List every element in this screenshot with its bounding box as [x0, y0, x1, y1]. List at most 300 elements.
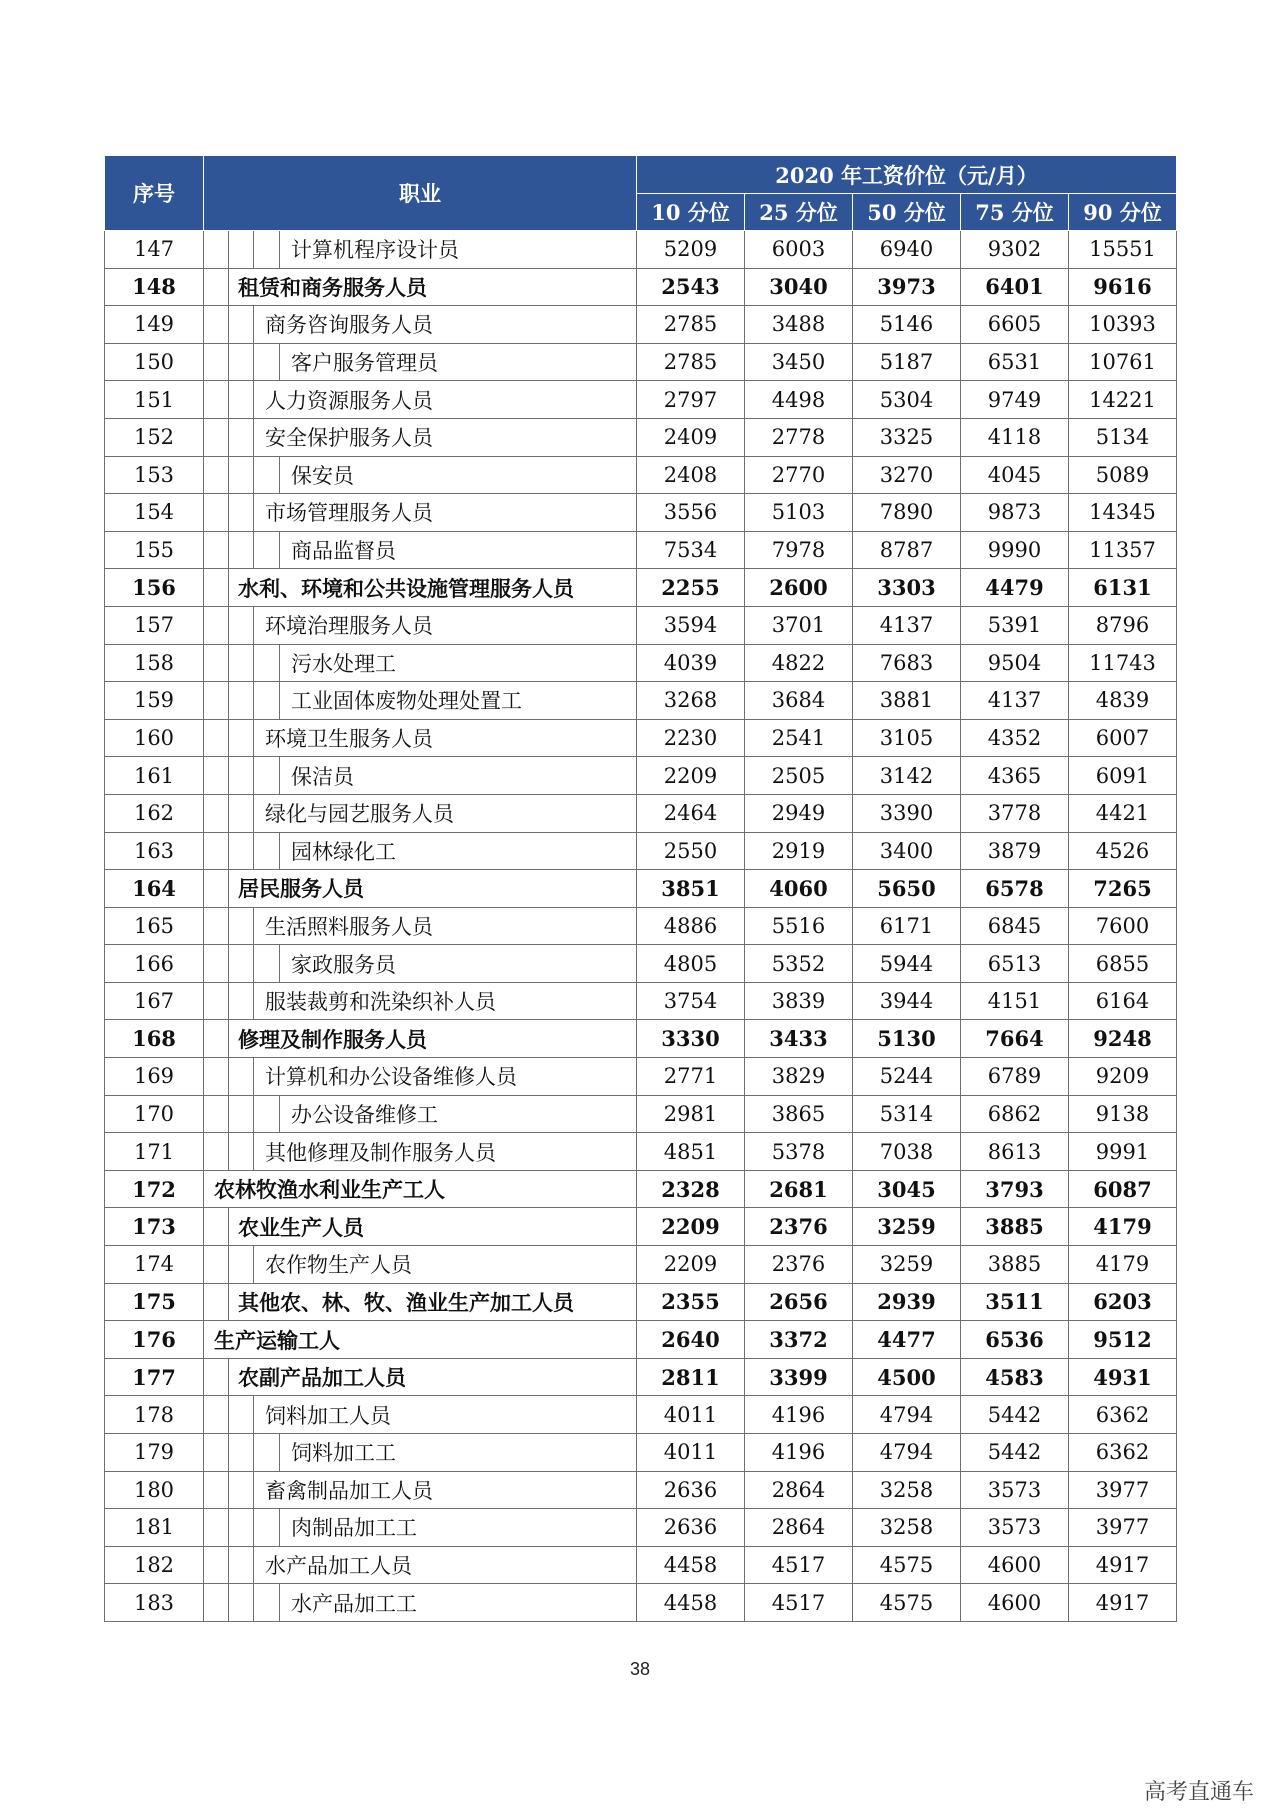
wage-p50-cell: 3258 [853, 1471, 961, 1509]
wage-p10-cell: 3268 [637, 682, 745, 720]
table-row [105, 1020, 1177, 1058]
table-row [105, 343, 1177, 381]
wage-p90-cell: 4421 [1069, 794, 1177, 832]
wage-p25-cell: 2656 [745, 1283, 853, 1321]
table-row [105, 381, 1177, 419]
seq-cell: 173 [105, 1208, 204, 1246]
seq-cell: 149 [105, 306, 204, 344]
hierarchy-guide-line [228, 419, 229, 456]
hierarchy-guide-line [253, 457, 254, 494]
hierarchy-guide-line [253, 344, 254, 381]
occupation-cell [204, 381, 637, 419]
wage-p25-cell: 2919 [745, 832, 853, 870]
hierarchy-guide-line [253, 795, 254, 832]
wage-p50-cell: 3045 [853, 1170, 961, 1208]
seq-cell: 167 [105, 982, 204, 1020]
occupation-cell [204, 644, 637, 682]
occupation-cell [204, 1058, 637, 1096]
seq-cell: 147 [105, 231, 204, 269]
occupation-cell [204, 1434, 637, 1472]
table-row [105, 870, 1177, 908]
seq-cell: 164 [105, 870, 204, 908]
wage-p75-cell: 4352 [961, 719, 1069, 757]
wage-p50-cell: 4575 [853, 1584, 961, 1622]
seq-cell: 156 [105, 569, 204, 607]
hierarchy-guide-line [228, 1396, 229, 1433]
wage-p90-cell: 4179 [1069, 1246, 1177, 1284]
seq-cell: 154 [105, 494, 204, 532]
occupation-cell [204, 1358, 637, 1396]
hierarchy-guide-line [228, 908, 229, 945]
occupation-name: 服装裁剪和洗染织补人员 [265, 990, 496, 1015]
hierarchy-guide-line [228, 720, 229, 757]
occupation-name: 畜禽制品加工人员 [265, 1478, 433, 1503]
wage-p50-cell: 3400 [853, 832, 961, 870]
hierarchy-guide-line [253, 682, 254, 719]
occupation-cell [204, 1246, 637, 1284]
wage-p90-cell: 6203 [1069, 1283, 1177, 1321]
table-row [105, 982, 1177, 1020]
occupation-cell [204, 945, 637, 983]
occupation-name: 家政服务员 [291, 952, 396, 977]
hierarchy-guide-line [228, 344, 229, 381]
wage-p90-cell: 6164 [1069, 982, 1177, 1020]
wage-p50-cell: 5130 [853, 1020, 961, 1058]
table-row [105, 268, 1177, 306]
wage-p25-cell: 2864 [745, 1471, 853, 1509]
hierarchy-guide-line [253, 494, 254, 531]
occupation-name: 其他修理及制作服务人员 [265, 1140, 496, 1165]
hierarchy-guide-line [253, 720, 254, 757]
wage-p50-cell: 5187 [853, 343, 961, 381]
occupation-name: 租赁和商务服务人员 [238, 274, 427, 300]
occupation-cell [204, 1321, 637, 1359]
watermark: 高考直通车 [1143, 1780, 1254, 1805]
wage-p50-cell: 3973 [853, 268, 961, 306]
occupation-name: 园林绿化工 [291, 839, 396, 864]
hierarchy-guide-line [228, 1133, 229, 1170]
wage-p25-cell: 2541 [745, 719, 853, 757]
wage-p25-cell: 5103 [745, 494, 853, 532]
wage-p25-cell: 4517 [745, 1584, 853, 1622]
hierarchy-guide-line [228, 1096, 229, 1133]
hierarchy-guide-line [228, 757, 229, 794]
hierarchy-guide-line [279, 682, 280, 719]
hierarchy-guide-line [279, 457, 280, 494]
occupation-cell [204, 757, 637, 795]
wage-p25-cell: 4196 [745, 1396, 853, 1434]
hierarchy-guide-line [253, 231, 254, 268]
wage-p90-cell: 10393 [1069, 306, 1177, 344]
hierarchy-guide-line [228, 1509, 229, 1546]
occupation-name: 农副产品加工人员 [238, 1365, 406, 1391]
hierarchy-guide-line [253, 532, 254, 569]
table-row [105, 231, 1177, 269]
occupation-cell [204, 1133, 637, 1171]
wage-p90-cell: 4917 [1069, 1584, 1177, 1622]
hierarchy-guide-line [253, 1058, 254, 1095]
wage-p90-cell: 8796 [1069, 606, 1177, 644]
seq-cell: 182 [105, 1546, 204, 1584]
wage-p90-cell: 3977 [1069, 1471, 1177, 1509]
hierarchy-guide-line [279, 231, 280, 268]
wage-p50-cell: 7683 [853, 644, 961, 682]
seq-cell: 159 [105, 682, 204, 720]
wage-p50-cell: 5244 [853, 1058, 961, 1096]
wage-p50-cell: 4794 [853, 1434, 961, 1472]
hierarchy-guide-line [253, 1509, 254, 1546]
hierarchy-guide-line [253, 1472, 254, 1509]
wage-p50-cell: 4575 [853, 1546, 961, 1584]
wage-p10-cell: 2209 [637, 1246, 745, 1284]
wage-p50-cell: 7890 [853, 494, 961, 532]
wage-p10-cell: 3754 [637, 982, 745, 1020]
seq-cell: 161 [105, 757, 204, 795]
wage-p50-cell: 5146 [853, 306, 961, 344]
wage-p90-cell: 9512 [1069, 1321, 1177, 1359]
wage-p25-cell: 3865 [745, 1095, 853, 1133]
seq-cell: 158 [105, 644, 204, 682]
wage-p10-cell: 3330 [637, 1020, 745, 1058]
wage-p10-cell: 4011 [637, 1396, 745, 1434]
wage-p75-cell: 4151 [961, 982, 1069, 1020]
seq-cell: 174 [105, 1246, 204, 1284]
wage-p10-cell: 4851 [637, 1133, 745, 1171]
hierarchy-guide-line [228, 870, 229, 907]
table-row [105, 757, 1177, 795]
table-header [105, 156, 1177, 231]
wage-p10-cell: 3556 [637, 494, 745, 532]
wage-p75-cell: 6862 [961, 1095, 1069, 1133]
hierarchy-guide-line [228, 231, 229, 268]
hierarchy-guide-line [228, 1434, 229, 1471]
hierarchy-guide-line [279, 833, 280, 870]
occupation-name: 客户服务管理员 [291, 351, 438, 376]
seq-cell: 181 [105, 1509, 204, 1547]
occupation-name: 安全保护服务人员 [265, 426, 433, 451]
table-row [105, 1095, 1177, 1133]
table-row [105, 1396, 1177, 1434]
hierarchy-guide-line [253, 381, 254, 418]
wage-p50-cell: 3105 [853, 719, 961, 757]
wage-p90-cell: 4526 [1069, 832, 1177, 870]
hierarchy-guide-line [228, 532, 229, 569]
hierarchy-guide-line [253, 1246, 254, 1283]
seq-cell: 169 [105, 1058, 204, 1096]
wage-p50-cell: 3325 [853, 418, 961, 456]
wage-p10-cell: 3594 [637, 606, 745, 644]
wage-p10-cell: 4039 [637, 644, 745, 682]
header-p75: 75 分位 [961, 194, 1069, 231]
seq-cell: 170 [105, 1095, 204, 1133]
wage-p75-cell: 6513 [961, 945, 1069, 983]
wage-p10-cell: 2636 [637, 1509, 745, 1547]
wage-p10-cell: 2543 [637, 268, 745, 306]
hierarchy-guide-line [228, 607, 229, 644]
seq-cell: 152 [105, 418, 204, 456]
wage-p25-cell: 2864 [745, 1509, 853, 1547]
wage-p25-cell: 2681 [745, 1170, 853, 1208]
occupation-cell [204, 456, 637, 494]
hierarchy-guide-line [253, 983, 254, 1020]
page-number: 38 [629, 1659, 651, 1679]
occupation-cell [204, 907, 637, 945]
wage-p50-cell: 4137 [853, 606, 961, 644]
wage-p25-cell: 2770 [745, 456, 853, 494]
wage-p75-cell: 4365 [961, 757, 1069, 795]
occupation-name: 生产运输工人 [214, 1327, 340, 1353]
occupation-cell [204, 1170, 637, 1208]
seq-cell: 175 [105, 1283, 204, 1321]
occupation-name: 水产品加工工 [291, 1591, 417, 1616]
occupation-cell [204, 1208, 637, 1246]
hierarchy-guide-line [253, 607, 254, 644]
wage-p90-cell: 4839 [1069, 682, 1177, 720]
occupation-cell [204, 1283, 637, 1321]
wage-p90-cell: 10761 [1069, 343, 1177, 381]
table-row [105, 531, 1177, 569]
hierarchy-guide-line [228, 494, 229, 531]
wage-p75-cell: 4583 [961, 1358, 1069, 1396]
wage-p10-cell: 2785 [637, 343, 745, 381]
wage-p10-cell: 2355 [637, 1283, 745, 1321]
wage-p10-cell: 4886 [637, 907, 745, 945]
seq-cell: 171 [105, 1133, 204, 1171]
wage-p90-cell: 4179 [1069, 1208, 1177, 1246]
wage-p10-cell: 2408 [637, 456, 745, 494]
seq-cell: 183 [105, 1584, 204, 1622]
hierarchy-guide-line [228, 1208, 229, 1245]
wage-p75-cell: 3511 [961, 1283, 1069, 1321]
header-p50: 50 分位 [853, 194, 961, 231]
wage-p90-cell: 9209 [1069, 1058, 1177, 1096]
hierarchy-guide-line [253, 306, 254, 343]
table-row [105, 794, 1177, 832]
table-row [105, 1058, 1177, 1096]
hierarchy-guide-line [253, 1096, 254, 1133]
seq-cell: 155 [105, 531, 204, 569]
occupation-name: 修理及制作服务人员 [238, 1026, 427, 1052]
table-row [105, 907, 1177, 945]
seq-cell: 172 [105, 1170, 204, 1208]
wage-p50-cell: 2939 [853, 1283, 961, 1321]
wage-p75-cell: 3778 [961, 794, 1069, 832]
hierarchy-guide-line [279, 1509, 280, 1546]
hierarchy-guide-line [279, 532, 280, 569]
wage-p90-cell: 3977 [1069, 1509, 1177, 1547]
hierarchy-guide-line [253, 1584, 254, 1621]
wage-p50-cell: 3390 [853, 794, 961, 832]
hierarchy-guide-line [253, 645, 254, 682]
occupation-cell [204, 1584, 637, 1622]
wage-p10-cell: 2464 [637, 794, 745, 832]
occupation-cell [204, 494, 637, 532]
wage-p50-cell: 6940 [853, 231, 961, 269]
wage-p75-cell: 6401 [961, 268, 1069, 306]
wage-p75-cell: 4118 [961, 418, 1069, 456]
wage-p50-cell: 5944 [853, 945, 961, 983]
table-row [105, 569, 1177, 607]
occupation-name: 办公设备维修工 [291, 1102, 438, 1127]
occupation-name: 农业生产人员 [238, 1214, 364, 1240]
hierarchy-guide-line [228, 1547, 229, 1584]
wage-p50-cell: 5314 [853, 1095, 961, 1133]
hierarchy-guide-line [228, 457, 229, 494]
occupation-name: 生活照料服务人员 [265, 914, 433, 939]
seq-cell: 150 [105, 343, 204, 381]
wage-p50-cell: 3142 [853, 757, 961, 795]
table-row [105, 418, 1177, 456]
occupation-cell [204, 1396, 637, 1434]
wage-p25-cell: 3433 [745, 1020, 853, 1058]
wage-p90-cell: 5134 [1069, 418, 1177, 456]
wage-p10-cell: 4011 [637, 1434, 745, 1472]
wage-p10-cell: 2328 [637, 1170, 745, 1208]
wage-p25-cell: 3684 [745, 682, 853, 720]
hierarchy-guide-line [228, 1246, 229, 1283]
seq-cell: 153 [105, 456, 204, 494]
occupation-cell [204, 794, 637, 832]
hierarchy-guide-line [228, 569, 229, 606]
wage-p90-cell: 6362 [1069, 1434, 1177, 1472]
wage-p75-cell: 4045 [961, 456, 1069, 494]
occupation-cell [204, 306, 637, 344]
seq-cell: 168 [105, 1020, 204, 1058]
header-occupation: 职业 [204, 156, 637, 231]
hierarchy-guide-line [228, 645, 229, 682]
wage-p75-cell: 3573 [961, 1509, 1069, 1547]
wage-p25-cell: 3701 [745, 606, 853, 644]
occupation-cell [204, 343, 637, 381]
hierarchy-guide-line [228, 983, 229, 1020]
seq-cell: 177 [105, 1358, 204, 1396]
seq-cell: 176 [105, 1321, 204, 1359]
wage-p75-cell: 6536 [961, 1321, 1069, 1359]
hierarchy-guide-line [253, 419, 254, 456]
wage-p50-cell: 4477 [853, 1321, 961, 1359]
occupation-name: 水利、环境和公共设施管理服务人员 [238, 575, 574, 601]
wage-p90-cell: 6087 [1069, 1170, 1177, 1208]
seq-cell: 166 [105, 945, 204, 983]
occupation-name: 工业固体废物处理处置工 [291, 689, 522, 714]
wage-p75-cell: 9749 [961, 381, 1069, 419]
wage-p75-cell: 3793 [961, 1170, 1069, 1208]
occupation-name: 商务咨询服务人员 [265, 313, 433, 338]
table-row [105, 606, 1177, 644]
header-p25: 25 分位 [745, 194, 853, 231]
wage-p75-cell: 6531 [961, 343, 1069, 381]
wage-p25-cell: 4060 [745, 870, 853, 908]
wage-p90-cell: 4917 [1069, 1546, 1177, 1584]
occupation-name: 人力资源服务人员 [265, 388, 433, 413]
seq-cell: 179 [105, 1434, 204, 1472]
occupation-cell [204, 719, 637, 757]
wage-p25-cell: 4498 [745, 381, 853, 419]
wage-p90-cell: 9138 [1069, 1095, 1177, 1133]
wage-p50-cell: 3944 [853, 982, 961, 1020]
occupation-cell [204, 832, 637, 870]
wage-p90-cell: 6855 [1069, 945, 1177, 983]
occupation-name: 肉制品加工工 [291, 1516, 417, 1541]
wage-p10-cell: 2230 [637, 719, 745, 757]
wage-p50-cell: 3258 [853, 1509, 961, 1547]
wage-p10-cell: 5209 [637, 231, 745, 269]
seq-cell: 151 [105, 381, 204, 419]
hierarchy-guide-line [228, 306, 229, 343]
wage-p90-cell: 15551 [1069, 231, 1177, 269]
wage-p75-cell: 5442 [961, 1396, 1069, 1434]
table-row [105, 1208, 1177, 1246]
wage-p25-cell: 2949 [745, 794, 853, 832]
hierarchy-guide-line [228, 682, 229, 719]
wage-p10-cell: 2771 [637, 1058, 745, 1096]
header-p10: 10 分位 [637, 194, 745, 231]
wage-p90-cell: 6007 [1069, 719, 1177, 757]
hierarchy-guide-line [253, 1547, 254, 1584]
wage-p25-cell: 2778 [745, 418, 853, 456]
wage-p10-cell: 4805 [637, 945, 745, 983]
wage-p25-cell: 7978 [745, 531, 853, 569]
wage-p50-cell: 6171 [853, 907, 961, 945]
wage-p10-cell: 2550 [637, 832, 745, 870]
wage-p25-cell: 6003 [745, 231, 853, 269]
wage-p25-cell: 4822 [745, 644, 853, 682]
seq-cell: 180 [105, 1471, 204, 1509]
occupation-cell [204, 531, 637, 569]
wage-p75-cell: 5442 [961, 1434, 1069, 1472]
hierarchy-guide-line [228, 269, 229, 306]
wage-p75-cell: 4600 [961, 1584, 1069, 1622]
wage-p25-cell: 3488 [745, 306, 853, 344]
wage-p25-cell: 5352 [745, 945, 853, 983]
wage-p50-cell: 3259 [853, 1208, 961, 1246]
occupation-name: 饲料加工工 [291, 1441, 396, 1466]
wage-p10-cell: 2209 [637, 1208, 745, 1246]
table-row [105, 1170, 1177, 1208]
hierarchy-guide-line [253, 945, 254, 982]
occupation-name: 绿化与园艺服务人员 [265, 802, 454, 827]
wage-p90-cell: 14345 [1069, 494, 1177, 532]
wage-p75-cell: 6578 [961, 870, 1069, 908]
wage-p90-cell: 14221 [1069, 381, 1177, 419]
wage-p25-cell: 4196 [745, 1434, 853, 1472]
wage-p50-cell: 3881 [853, 682, 961, 720]
wage-p50-cell: 3270 [853, 456, 961, 494]
occupation-cell [204, 231, 637, 269]
table-row [105, 456, 1177, 494]
table-row [105, 1434, 1177, 1472]
wage-p10-cell: 3851 [637, 870, 745, 908]
hierarchy-guide-line [279, 1584, 280, 1621]
occupation-name: 环境卫生服务人员 [265, 727, 433, 752]
table-row [105, 306, 1177, 344]
seq-cell: 163 [105, 832, 204, 870]
occupation-cell [204, 682, 637, 720]
hierarchy-guide-line [228, 1472, 229, 1509]
hierarchy-guide-line [228, 1058, 229, 1095]
wage-p25-cell: 2376 [745, 1208, 853, 1246]
wage-p50-cell: 5650 [853, 870, 961, 908]
wage-p25-cell: 3829 [745, 1058, 853, 1096]
wage-p75-cell: 9990 [961, 531, 1069, 569]
wage-p75-cell: 3879 [961, 832, 1069, 870]
header-p90: 90 分位 [1069, 194, 1177, 231]
table-row [105, 1321, 1177, 1359]
hierarchy-guide-line [279, 1096, 280, 1133]
wage-p25-cell: 3839 [745, 982, 853, 1020]
wage-p10-cell: 4458 [637, 1546, 745, 1584]
wage-p75-cell: 3573 [961, 1471, 1069, 1509]
